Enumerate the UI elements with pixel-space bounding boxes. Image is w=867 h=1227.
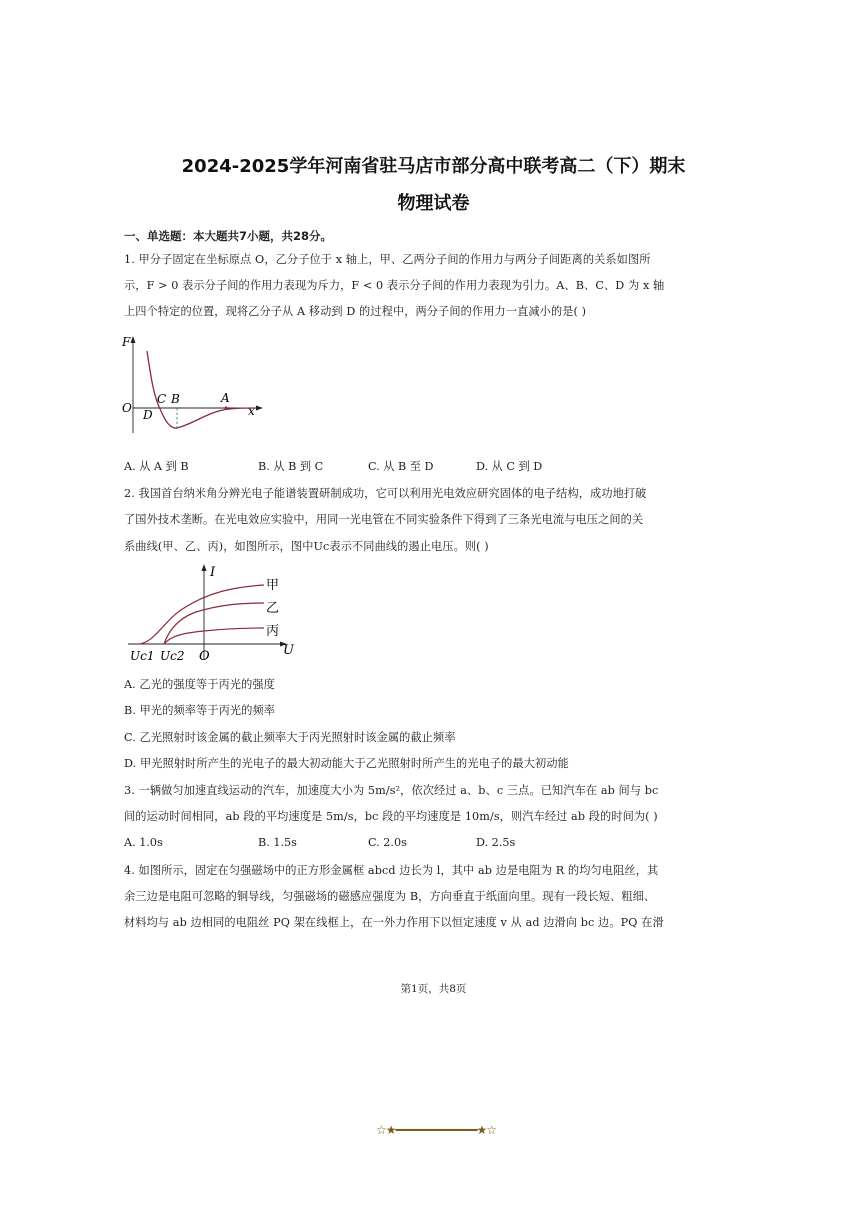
q3-option-b: B. 1.5s: [258, 836, 297, 849]
q2-label-jia: 甲: [266, 578, 280, 593]
q2-option-a: A. 乙光的强度等于丙光的强度: [124, 678, 275, 691]
q1-option-a: A. 从 A 到 B: [124, 460, 189, 473]
q2-label-yi: 乙: [266, 601, 280, 616]
q3-option-c: C. 2.0s: [368, 836, 407, 849]
q3-line-2: 间的运动时间相同，ab 段的平均速度是 5m/s，bc 段的平均速度是 10m/s，则汽车经过 ab 段的时间为( ): [124, 810, 658, 823]
q1-label-D: D: [143, 408, 153, 422]
q2-line-1: 2. 我国首台纳米角分辨光电子能谱装置研制成功，它可以利用光电效应研究固体的电子结构，成功地打破: [124, 487, 647, 500]
q2-current-voltage-graph: [124, 560, 304, 668]
q1-line-1: 1. 甲分子固定在坐标原点 O，乙分子位于 x 轴上，甲、乙两分子间的作用力与两分子间距离的关系如图所: [124, 253, 651, 266]
q1-label-B: B: [171, 392, 180, 406]
page-footer: 第1页，共8页: [400, 983, 467, 995]
q4-line-1: 4. 如图所示，固定在匀强磁场中的正方形金属框 abcd 边长为 l，其中 ab 边是电阻为 R 的均匀电阻丝，其: [124, 864, 659, 877]
q4-line-3: 材料均与 ab 边相同的电阻丝 PQ 架在线框上，在一外力作用下以恒定速度 v 从 ad 边滑向 bc 边。PQ 在滑: [124, 916, 664, 929]
q2-label-uc2: Uc2: [160, 649, 185, 663]
q1-option-c: C. 从 B 至 D: [368, 460, 434, 473]
q3-line-1: 3. 一辆做匀加速直线运动的汽车，加速度大小为 5m/s²，依次经过 a、b、c 三点。已知汽车在 ab 间与 bc: [124, 784, 659, 797]
page-title-line1: 2024-2025学年河南省驻马店市部分高中联考高二（下）期末: [181, 156, 686, 177]
q2-option-d: D. 甲光照射时所产生的光电子的最大初动能大于乙光照射时所产生的光电子的最大初动能: [124, 757, 569, 770]
decorative-star-divider: ☆★━━━━━━━━━━━━━★☆: [376, 1123, 496, 1137]
page-title-line2: 物理试卷: [397, 193, 470, 214]
q2-line-3: 系曲线(甲、乙、丙)，如图所示，图中Uc表示不同曲线的遏止电压。则( ): [124, 540, 489, 553]
q1-option-b: B. 从 B 到 C: [258, 460, 324, 473]
q1-label-x: x: [248, 404, 255, 418]
q2-label-uc1: Uc1: [130, 649, 155, 663]
q3-option-a: A. 1.0s: [124, 836, 163, 849]
q1-line-2: 示，F > 0 表示分子间的作用力表现为斥力，F < 0 表示分子间的作用力表现为引力。A、B、C、D 为 x 轴: [124, 279, 665, 292]
q1-line-3: 上四个特定的位置，现将乙分子从 A 移动到 D 的过程中，两分子间的作用力一直减小的是( ): [124, 305, 587, 318]
q1-option-d: D. 从 C 到 D: [476, 460, 543, 473]
q2-label-I: I: [210, 565, 216, 580]
q3-option-d: D. 2.5s: [476, 836, 516, 849]
q1-label-F: F: [122, 335, 131, 349]
q1-label-A: A: [221, 391, 230, 405]
section-heading: 一、单选题：本大题共7小题，共28分。: [124, 229, 333, 243]
q2-label-bing: 丙: [266, 624, 280, 639]
q2-option-c: C. 乙光照射时该金属的截止频率大于丙光照射时该金属的截止频率: [124, 731, 456, 744]
q2-label-O: O: [199, 649, 210, 664]
q1-force-distance-graph: [120, 333, 270, 443]
q4-line-2: 余三边是电阻可忽略的铜导线，匀强磁场的磁感应强度为 B，方向垂直于纸面向里。现有一段长短、粗细、: [124, 890, 656, 903]
q2-option-b: B. 甲光的频率等于丙光的频率: [124, 704, 276, 717]
q2-line-2: 了国外技术垄断。在光电效应实验中，用同一光电管在不同实验条件下得到了三条光电流与电压之间的关: [124, 513, 644, 526]
q1-label-O: O: [122, 401, 132, 415]
q1-label-C: C: [157, 392, 167, 406]
q2-label-U: U: [283, 643, 294, 658]
